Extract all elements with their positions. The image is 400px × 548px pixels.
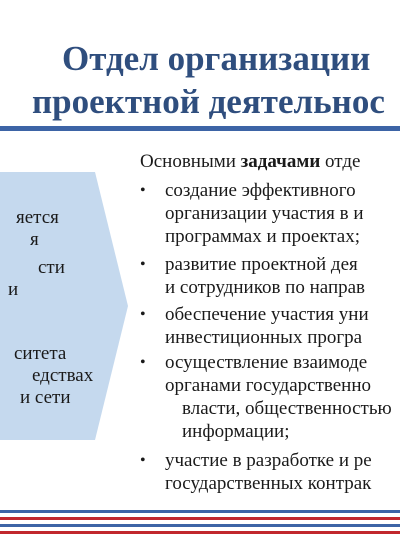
chevron-line: и <box>8 279 19 300</box>
tasks-intro-end: отде <box>320 151 361 172</box>
bullet-icon: • <box>140 182 146 199</box>
tasks-intro <box>140 150 360 174</box>
task-line: программах и проектах; <box>165 226 360 247</box>
task-line: власти, общественностью <box>182 398 392 419</box>
task-line: создание эффективного <box>165 180 356 201</box>
task-line: органами государственно <box>165 375 372 396</box>
title-line-1: Отдел организации <box>62 39 371 78</box>
chevron-line: я <box>30 229 39 250</box>
task-line: и сотрудников по направ <box>165 277 366 298</box>
bullet-icon: • <box>140 452 146 469</box>
bullet-icon: • <box>140 306 146 323</box>
stripe-blue <box>0 524 400 527</box>
tasks-intro-start: Основными <box>140 151 241 172</box>
task-line: обеспечение участия уни <box>165 304 369 325</box>
task-line: участие в разработке и ре <box>165 450 372 471</box>
chevron-line: едствах <box>32 365 94 386</box>
task-line: развитие проектной дея <box>165 254 358 275</box>
chevron-line: ситета <box>14 343 67 364</box>
title-underline <box>0 126 400 131</box>
tasks-intro-keyword: задачами <box>240 151 321 172</box>
bullet-icon: • <box>140 354 146 371</box>
title-line-2: проектной деятельнос <box>32 82 385 121</box>
task-line: государственных контрак <box>165 473 372 494</box>
chevron-line: сти <box>38 257 65 278</box>
stripe-red <box>0 531 400 534</box>
task-line: организации участия в и <box>165 203 364 224</box>
footer-stripes <box>0 510 400 540</box>
bullet-icon: • <box>140 256 146 273</box>
stripe-red <box>0 517 400 520</box>
stripe-blue <box>0 510 400 513</box>
task-line: осуществление взаимоде <box>165 352 368 373</box>
task-line: информации; <box>182 421 290 442</box>
chevron-line: яется <box>16 207 59 228</box>
chevron-line: и сети <box>20 387 71 408</box>
task-line: инвестиционных програ <box>165 327 363 348</box>
